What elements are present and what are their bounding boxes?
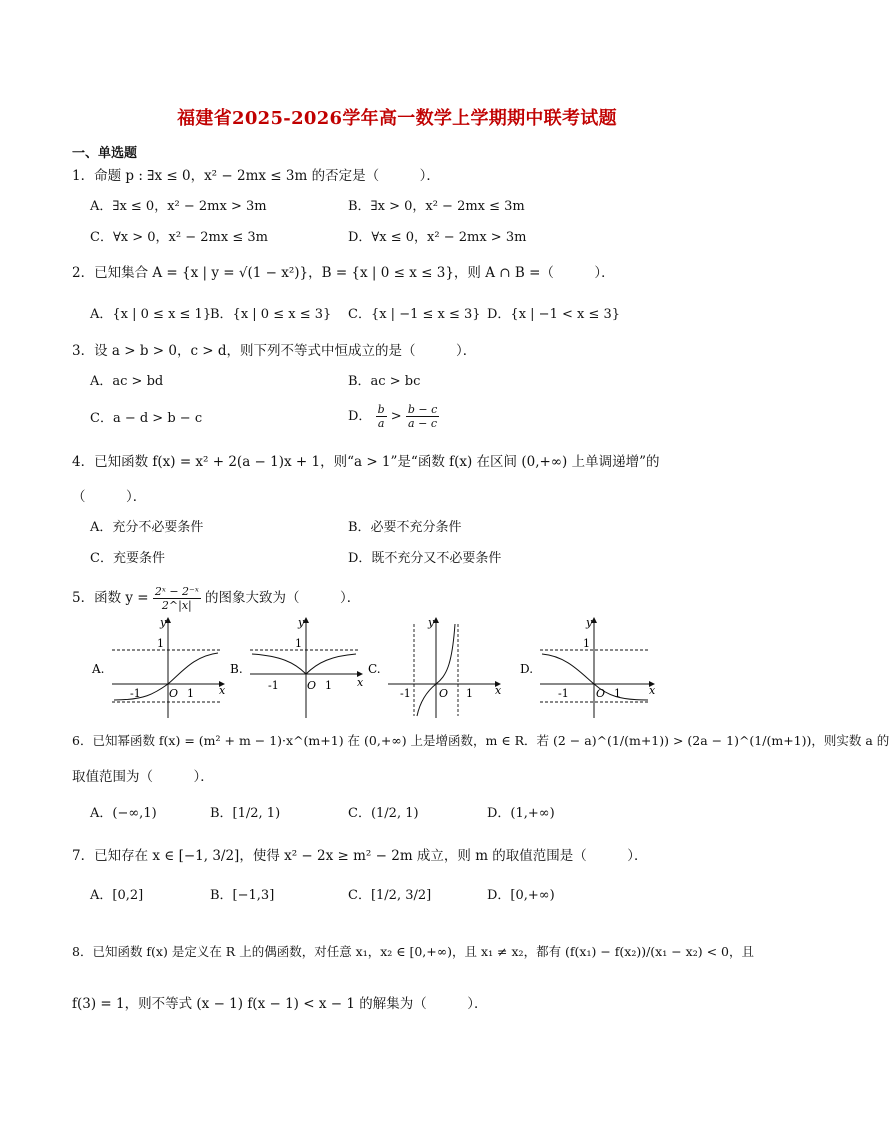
tick-neg-one: -1 [400, 687, 411, 700]
question-7-stem: 7．已知存在 x ∈ [−1, 3/2]，使得 x² − 2x ≥ m² − 2m 成立，则 m 的取值范围是（ ）． [72, 848, 648, 864]
q5-fraction [153, 585, 201, 612]
q5-prefix: 5．函数 y = [72, 590, 149, 606]
frac-num: b − c [407, 403, 438, 416]
question-8-stem-cont: f(3) = 1，则不等式 (x − 1) f(x − 1) < x − 1 的解集为（ ）． [72, 996, 488, 1012]
question-4-stem-cont: （ ）． [72, 489, 147, 505]
origin-label: O [596, 687, 606, 700]
tick-neg-one: -1 [130, 687, 141, 700]
fraction-bc-over-ac [406, 403, 439, 430]
tick-one-y: 1 [295, 637, 302, 650]
q5-suffix: 的图象大致为（ ）． [205, 590, 361, 606]
question-4-option-b: B．必要不充分条件 [348, 520, 462, 535]
graph-d [520, 616, 656, 718]
question-4-option-a: A．充分不必要条件 [90, 520, 204, 535]
frac-den: a [377, 417, 385, 430]
section-heading: 一、单选题 [72, 146, 138, 161]
axis-x-label: x [649, 684, 656, 697]
tick-one-x: 1 [325, 679, 332, 692]
question-2-option-a: A．{x | 0 ≤ x ≤ 1} [90, 307, 212, 322]
axis-x-label: x [495, 684, 502, 697]
question-4-stem: 4．已知函数 f(x) = x² + 2(a − 1)x + 1，则“a > 1”是“函数 f(x) 在区间 (0,+∞) 上单调递增”的 [72, 454, 660, 470]
question-5-graphs [84, 610, 684, 720]
question-3-option-b: B．ac > bc [348, 374, 421, 389]
question-7-option-d: D．[0,+∞) [487, 888, 555, 903]
graph-label: C. [368, 662, 381, 676]
graph-a [91, 616, 226, 718]
frac-den: 2^|x| [161, 599, 192, 612]
option-d-prefix: D． [348, 409, 372, 424]
question-1-option-c: C．∀x > 0，x² − 2mx ≤ 3m [90, 230, 268, 245]
tick-neg-one: -1 [558, 687, 569, 700]
question-4-option-c: C．充要条件 [90, 551, 165, 566]
origin-label: O [439, 687, 449, 700]
question-8-stem: 8．已知函数 f(x) 是定义在 R 上的偶函数，对任意 x₁，x₂ ∈ [0,+∞)，且 x₁ ≠ x₂，都有 (f(x₁) − f(x₂))/(x₁ − x₂) < 0，且 [72, 944, 754, 959]
frac-num: b [377, 403, 385, 416]
question-6-option-b: B．[1/2, 1) [210, 806, 281, 821]
tick-one-y: 1 [157, 637, 164, 650]
tick-one-x: 1 [614, 687, 621, 700]
question-2-option-d: D．{x | −1 < x ≤ 3} [487, 307, 621, 322]
tick-one-x: 1 [187, 687, 194, 700]
question-6-option-a: A．(−∞,1) [90, 806, 157, 821]
question-4-option-d: D．既不充分又不必要条件 [348, 551, 502, 566]
axis-y-label: y [428, 616, 435, 629]
question-3-option-a: A．ac > bd [90, 374, 164, 389]
question-3-stem: 3．设 a > b > 0，c > d，则下列不等式中恒成立的是（ ）． [72, 343, 477, 359]
question-6-stem-cont: 取值范围为（ ）． [72, 769, 214, 785]
tick-one-y: 1 [583, 637, 590, 650]
tick-neg-one: -1 [268, 679, 279, 692]
question-1-option-a: A．∃x ≤ 0，x² − 2mx > 3m [90, 199, 267, 214]
frac-num: 2ˣ − 2⁻ˣ [154, 585, 199, 598]
axis-x-label: x [219, 684, 226, 697]
question-3-option-c: C．a − d > b − c [90, 411, 203, 426]
axis-x-label: x [357, 676, 364, 689]
question-1-option-b: B．∃x > 0，x² − 2mx ≤ 3m [348, 199, 525, 214]
axis-y-label: y [160, 616, 167, 629]
question-1-option-d: D．∀x ≤ 0，x² − 2mx > 3m [348, 230, 527, 245]
page-title: 福建省2025-2026学年高一数学上学期期中联考试题 [177, 108, 617, 129]
question-2-option-c: C．{x | −1 ≤ x ≤ 3} [348, 307, 481, 322]
tick-one-x: 1 [466, 687, 473, 700]
question-2-option-b: B．{x | 0 ≤ x ≤ 3} [210, 307, 332, 322]
question-6-option-d: D．(1,+∞) [487, 806, 555, 821]
origin-label: O [169, 687, 179, 700]
frac-den: a − c [408, 417, 437, 430]
question-1-stem: 1．命题 p : ∃x ≤ 0，x² − 2mx ≤ 3m 的否定是（ ）． [72, 168, 440, 184]
question-6-stem: 6．已知幂函数 f(x) = (m² + m − 1)·x^(m+1) 在 (0,+∞) 上是增函数，m ∈ R．若 (2 − a)^(1/(m+1)) > (2a − 1)^(1/(m+1))，则实数 a 的 [72, 733, 889, 748]
axis-y-label: y [586, 616, 593, 629]
question-3-option-d [348, 403, 439, 430]
axis-y-label: y [298, 616, 305, 629]
graph-label: A. [92, 662, 105, 676]
graph-b [230, 616, 364, 718]
question-5-stem [72, 585, 360, 612]
graph-label: B. [230, 662, 243, 676]
question-7-option-a: A．[0,2] [90, 888, 144, 903]
question-7-option-b: B．[−1,3] [210, 888, 275, 903]
greater-sign: > [390, 409, 402, 424]
graph-c [368, 616, 502, 718]
fraction-b-over-a [376, 403, 387, 430]
question-6-option-c: C．(1/2, 1) [348, 806, 419, 821]
origin-label: O [307, 679, 317, 692]
question-7-option-c: C．[1/2, 3/2] [348, 888, 432, 903]
graph-label: D. [520, 662, 534, 676]
question-2-stem: 2．已知集合 A = {x | y = √(1 − x²)}，B = {x | 0 ≤ x ≤ 3}，则 A ∩ B =（ ）． [72, 265, 615, 281]
